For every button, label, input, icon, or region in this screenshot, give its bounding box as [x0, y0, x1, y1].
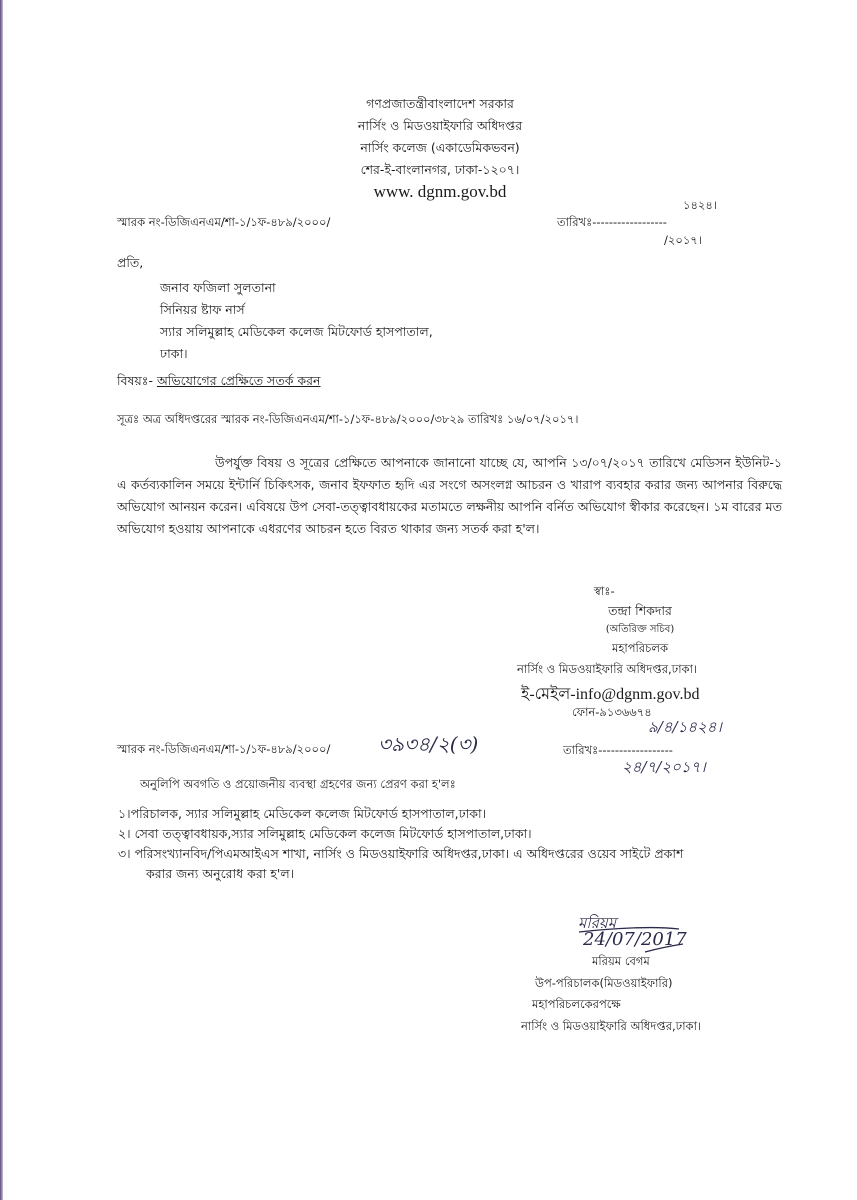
copy-memo-reference: স্মারক নং-ডিজিএনএম/শা-১/১ফ-৪৮৯/২০০০/	[117, 742, 331, 756]
recipient-institution: স্যার সলিমুল্লাহ মেডিকেল কলেজ মিটফোর্ড হাসপাতাল,	[160, 324, 433, 339]
copy-memo-date-label: তারিখঃ------------------	[563, 743, 673, 757]
recipient-block	[160, 277, 433, 365]
letterhead-government: গণপ্রজাতন্ত্রীবাংলাদেশ সরকার	[366, 96, 514, 111]
memo-date-label: তারিখঃ------------------	[557, 215, 667, 229]
recipient-to-label: প্রতি,	[117, 255, 144, 270]
letterhead-college: নার্সিং কলেজ (একাডেমিকভবন)	[360, 140, 520, 155]
handwritten-signature: মরিয়ম	[578, 914, 617, 932]
body-paragraph-block	[117, 452, 782, 540]
handwritten-signature-date: 24/07/2017	[583, 929, 687, 950]
recipient-name: জনাব ফজিলা সুলতানা	[160, 280, 276, 295]
body-paragraph: উপর্যুক্ত বিষয় ও সূত্রের প্রেক্ষিতে আপনাকে জানানো যাচ্ছে যে, আপনি ১৩/০৭/২০১৭ তারিখে মেডিসন ইউনিট-১ এ কর্তব্যকালিন সময়ে ইন্টার্নি চিকিৎসক, জনাব ইফফাত হৃদি এর সংগে অসংলগ্ন আচরন ও খারাপ ব্যবহার করার জন্য আপনার বিরুদ্ধে অভিযোগ আনয়ন করেন। এবিষয়ে উপ সেবা-তত্ত্বাবধায়কের মতামতে লক্ষনীয় আপনি বর্নিত অভিযোগ স্বীকার করেছেন। ১ম বারের মত অভিযোগ হওয়ায় আপনাকে এধরণের আচরন হতে বিরত থাকার জন্য সতর্ক করা হ'ল।	[117, 455, 782, 536]
source-reference: সূত্রঃ অত্র অধিদপ্তরের স্মারক নং-ডিজিএনএম/শা-১/১ফ-৪৮৯/২০০০/৩৮২৯ তারিখঃ ১৬/০৭/২০১৭।	[117, 412, 579, 426]
second-signatory-title: উপ-পরিচালক(মিডওয়াইফারি)	[535, 976, 673, 990]
signatory-block	[520, 582, 760, 658]
signatory-name: তন্দ্রা শিকদার	[608, 603, 672, 618]
signatory-email: ই-মেইল-info@dgnm.gov.bd	[521, 686, 700, 703]
subject-line	[117, 373, 321, 393]
subject-text: অভিযোগের প্রেক্ষিতে সতর্ক করন	[156, 373, 321, 388]
copy-to-item: ৩। পরিসংখ্যানবিদ/পিএমআইএস শাখা, নার্সিং ও মিডওয়াইফারি অধিদপ্তর,ঢাকা। এ অধিদপ্তরের ওয়েব সাইটে প্রকাশ	[118, 846, 684, 861]
signatory-title: মহাপরিচলক	[611, 641, 668, 655]
subject-label: বিষয়ঃ-	[117, 373, 153, 388]
second-signatory-name: মরিয়ম বেগম	[592, 954, 650, 968]
letterhead-website: www. dgnm.gov.bd	[373, 182, 507, 201]
second-signatory-office: নার্সিং ও মিডওয়াইফারি অধিদপ্তর,ঢাকা।	[521, 1019, 702, 1033]
copy-memo-handwritten-date: ২৪/৭/২০১৭।	[622, 758, 706, 776]
copy-to-item-continuation: করার জন্য অনুরোধ করা হ'ল।	[146, 866, 295, 881]
signatory-rank: (অতিরিক্ত সচিব)	[605, 624, 675, 635]
second-signatory-on-behalf: মহাপরিচলকেরপক্ষে	[532, 997, 621, 1011]
signed-label: স্বাঃ-	[594, 584, 615, 598]
signatory-phone: ফোন-৯১৩৬৬৭৪	[572, 705, 652, 719]
memo-reference: স্মারক নং-ডিজিএনএম/শা-১/১ফ-৪৮৯/২০০০/	[117, 215, 331, 229]
scan-edge	[0, 0, 3, 1200]
copy-to-item: ১।পরিচালক, স্যার সলিমুল্লাহ মেডিকেল কলেজ মিটফোর্ড হাসপাতাল,ঢাকা।	[118, 806, 487, 821]
signature-stroke	[575, 926, 685, 956]
letterhead-directorate: নার্সিং ও মিডওয়াইফারি অধিদপ্তর	[357, 118, 523, 133]
recipient-designation: সিনিয়র ষ্টাফ নার্স	[160, 302, 245, 317]
letterhead	[280, 93, 600, 203]
copy-memo-handwritten-bangla-date: ৯/৪/১৪২৪।	[648, 718, 722, 736]
memo-date-year: /২০১৭।	[664, 233, 702, 247]
memo-bangla-year: ১৪২৪।	[683, 198, 717, 212]
signatory-office: নার্সিং ও মিডওয়াইফারি অধিদপ্তর,ঢাকা।	[517, 662, 698, 676]
copy-to-intro: অনুলিপি অবগতি ও প্রয়োজনীয় ব্যবস্থা গ্রহণের জন্য প্রেরণ করা হ'লঃ	[140, 777, 456, 791]
copy-memo-handwritten-number: ৩৯৩৪/২(৩)	[378, 732, 479, 756]
recipient-city: ঢাকা।	[160, 346, 188, 361]
copy-to-list	[118, 804, 683, 884]
copy-to-item: ২। সেবা তত্ত্বাবধায়ক,স্যার সলিমুল্লাহ মেডিকেল কলেজ মিটফোর্ড হাসপাতাল,ঢাকা।	[118, 826, 532, 841]
letterhead-address: শের-ই-বাংলানগর, ঢাকা-১২০৭।	[360, 162, 520, 177]
